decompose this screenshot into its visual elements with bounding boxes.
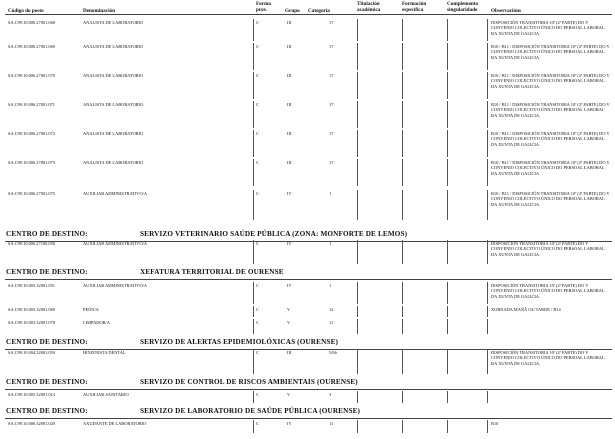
cell-divider bbox=[253, 391, 254, 403]
post-code: SA.C99.10.006.27001.075 bbox=[8, 191, 55, 196]
section-rule bbox=[5, 279, 612, 280]
post-grupo: IV bbox=[287, 421, 292, 426]
post-categoria: 1 bbox=[329, 191, 332, 196]
cell-divider bbox=[357, 159, 358, 186]
post-grupo: IV bbox=[287, 191, 292, 196]
centro-destino-label: CENTRO DE DESTINO: bbox=[6, 230, 88, 238]
cell-divider bbox=[402, 101, 403, 128]
cell-divider bbox=[447, 319, 448, 334]
cell-divider bbox=[487, 240, 488, 264]
cell-divider bbox=[402, 130, 403, 157]
cell-divider bbox=[253, 190, 254, 220]
centro-destino-name: SERVIZO VETERINARIO SAÚDE PÚBLICA (ZONA: MONFORTE DE LEMOS) bbox=[140, 230, 408, 238]
cell-divider bbox=[487, 349, 488, 374]
centro-destino-label: CENTRO DE DESTINO: bbox=[6, 378, 88, 386]
post-forma: C bbox=[256, 283, 259, 288]
post-denomination: ANALISTA DE LABORATORIO bbox=[83, 44, 144, 49]
cell-divider bbox=[487, 306, 488, 317]
post-grupo: III bbox=[287, 20, 292, 25]
post-categoria: 17 bbox=[329, 102, 334, 107]
post-denomination: HIXIENISTA DENTAL bbox=[83, 350, 126, 355]
cell-divider bbox=[487, 101, 488, 128]
cell-divider bbox=[402, 420, 403, 433]
cell-divider bbox=[357, 240, 358, 264]
post-observacions: B10 / B11 / DISPOSICIÓN TRANSITORIA 10ª (2ª PARTE) DO V CONVENIO COLECTIVO ÚNICO DO PERSOAL LABORAL DA XUNTA DE GALICIA. bbox=[491, 191, 610, 207]
cell-divider bbox=[402, 391, 403, 403]
cell-divider bbox=[253, 43, 254, 70]
post-code: SA.C99.10.006.27001.070 bbox=[8, 73, 55, 78]
post-categoria: 5/6b bbox=[329, 350, 337, 355]
post-code: SA.C99.10.003.32001.069 bbox=[8, 307, 55, 312]
post-code: SA.C99.10.004.32001.050 bbox=[8, 350, 55, 355]
post-categoria: 17 bbox=[329, 73, 334, 78]
post-code: SA.C99.10.006.27100.050 bbox=[8, 241, 55, 246]
header-formacion bbox=[402, 1, 426, 13]
header-titulacion-line2: académica bbox=[357, 7, 381, 13]
cell-divider bbox=[402, 240, 403, 264]
cell-divider bbox=[487, 43, 488, 70]
post-code: SA.C99.10.003.32001.051 bbox=[8, 283, 55, 288]
post-categoria: 17 bbox=[329, 44, 334, 49]
post-denomination: AUXILIAR ADMINISTRATIVO/A bbox=[83, 191, 148, 196]
centro-destino-label: CENTRO DE DESTINO: bbox=[6, 268, 88, 276]
cell-divider bbox=[487, 190, 488, 220]
post-denomination: AUXILIAR SANITARIO bbox=[83, 392, 129, 397]
post-forma: C bbox=[256, 191, 259, 196]
post-categoria: 12 bbox=[329, 307, 334, 312]
cell-divider bbox=[357, 72, 358, 99]
centro-destino-label: CENTRO DE DESTINO: bbox=[6, 407, 88, 415]
post-code: SA.C99.10.006.27001.073 bbox=[8, 160, 55, 165]
post-denomination: ANALISTA DE LABORATORIO bbox=[83, 20, 144, 25]
post-forma: C bbox=[256, 131, 259, 136]
post-categoria: 11 bbox=[329, 421, 334, 426]
post-grupo: V bbox=[287, 392, 291, 397]
post-observacions: DISPOSICIÓN TRANSITORIA 10ª (2ª PARTE) DO V CONVENIO COLECTIVO ÚNICO DO PERSOAL LABORAL DA XUNTA DE GALICIA. bbox=[491, 241, 605, 257]
cell-divider bbox=[253, 240, 254, 264]
post-forma: C bbox=[256, 73, 259, 78]
centro-destino-heading bbox=[6, 268, 284, 276]
centro-destino-heading bbox=[6, 407, 360, 415]
post-denomination: AXUDANTE DE LABORATORIO bbox=[83, 421, 147, 426]
post-grupo: III bbox=[287, 350, 292, 355]
post-denomination: AUXILIAR ADMINISTRATIVO/A bbox=[83, 241, 148, 246]
centro-destino-heading bbox=[6, 338, 338, 346]
centro-destino-name: SERVIZO DE CONTROL DE RISCOS AMBIENTAIS (OURENSE) bbox=[140, 378, 358, 386]
cell-divider bbox=[253, 72, 254, 99]
centro-destino-label: CENTRO DE DESTINO: bbox=[6, 338, 88, 346]
post-forma: C bbox=[256, 350, 259, 355]
header-titulacion-line1: Titulación bbox=[357, 1, 380, 7]
post-grupo: III bbox=[287, 160, 292, 165]
cell-divider bbox=[487, 130, 488, 157]
post-denomination: ANALISTA DE LABORATORIO bbox=[83, 102, 144, 107]
section-rule bbox=[5, 389, 612, 390]
cell-divider bbox=[447, 43, 448, 70]
post-code: SA.C99.10.006.27001.068 bbox=[8, 20, 55, 25]
cell-divider bbox=[447, 19, 448, 41]
post-observacions: B10 / B11 / DISPOSICIÓN TRANSITORIA 10ª (2ª PARTE) DO V CONVENIO COLECTIVO ÚNICO DO PERSOAL LABORAL DA XUNTA DE GALICIA. bbox=[491, 102, 610, 118]
header-complemento-line2: singularidade bbox=[447, 7, 478, 13]
header-rule bbox=[5, 14, 612, 15]
centro-destino-name: XEFATURA TERRITORIAL DE OURENSE bbox=[140, 268, 284, 276]
post-forma: C bbox=[256, 160, 259, 165]
cell-divider bbox=[402, 190, 403, 220]
cell-divider bbox=[447, 306, 448, 317]
post-code: SA.C99.10.006.27001.069 bbox=[8, 44, 55, 49]
cell-divider bbox=[253, 282, 254, 304]
cell-divider bbox=[253, 420, 254, 433]
cell-divider bbox=[402, 19, 403, 41]
cell-divider bbox=[402, 159, 403, 186]
cell-divider bbox=[357, 420, 358, 433]
post-forma: C bbox=[256, 20, 259, 25]
cell-divider bbox=[487, 319, 488, 334]
post-grupo: III bbox=[287, 44, 292, 49]
cell-divider bbox=[402, 43, 403, 70]
post-code: SA.C99.10.006.27001.071 bbox=[8, 102, 55, 107]
post-forma: C bbox=[256, 392, 259, 397]
cell-divider bbox=[357, 101, 358, 128]
cell-divider bbox=[253, 306, 254, 317]
post-denomination: LIMPADOR/A bbox=[83, 320, 110, 325]
post-forma: C bbox=[256, 241, 259, 246]
header-codigo: Código do posto bbox=[8, 8, 44, 14]
post-observacions: DISPOSICIÓN TRANSITORIA 10ª (2ª PARTE) DO V CONVENIO COLECTIVO ÚNICO DO PERSOAL LABORAL DA XUNTA DE GALICIA. bbox=[491, 283, 605, 299]
header-categoria: Categoría bbox=[308, 8, 330, 14]
cell-divider bbox=[447, 72, 448, 99]
post-denomination: ANALISTA DE LABORATORIO bbox=[83, 73, 144, 78]
header-complemento-line1: Complemento bbox=[447, 1, 479, 7]
header-forma bbox=[256, 1, 271, 13]
cell-divider bbox=[357, 349, 358, 374]
header-grupo: Grupo bbox=[285, 8, 300, 14]
cell-divider bbox=[253, 101, 254, 128]
post-grupo: IV bbox=[287, 241, 292, 246]
cell-divider bbox=[253, 130, 254, 157]
post-forma: C bbox=[256, 44, 259, 49]
post-observacions: B10 / B11 / DISPOSICIÓN TRANSITORIA 10ª (2ª PARTE) DO V CONVENIO COLECTIVO ÚNICO DO PERSOAL LABORAL DA XUNTA DE GALICIA. bbox=[491, 160, 610, 176]
cell-divider bbox=[447, 159, 448, 186]
cell-divider bbox=[487, 159, 488, 186]
cell-divider bbox=[447, 349, 448, 374]
post-forma: C bbox=[256, 320, 259, 325]
cell-divider bbox=[402, 306, 403, 317]
header-formacion-line2: específica bbox=[402, 7, 424, 13]
post-grupo: III bbox=[287, 102, 292, 107]
cell-divider bbox=[487, 19, 488, 41]
post-observacions: B10 bbox=[491, 421, 499, 426]
post-observacions: DISPOSICIÓN TRANSITORIA 10ª (2ª PARTE) DO V CONVENIO COLECTIVO ÚNICO DO PERSOAL LABORAL DA XUNTA DE GALICIA. bbox=[491, 20, 605, 36]
cell-divider bbox=[357, 391, 358, 403]
cell-divider bbox=[487, 391, 488, 403]
cell-divider bbox=[357, 43, 358, 70]
post-categoria: 3 bbox=[329, 392, 332, 397]
post-denomination: ANALISTA DE LABORATORIO bbox=[83, 131, 144, 136]
cell-divider bbox=[487, 72, 488, 99]
post-code: SA.C99.10.006.32001.020 bbox=[8, 421, 55, 426]
post-code: SA.C99.10.003.32001.070 bbox=[8, 320, 55, 325]
post-grupo: III bbox=[287, 131, 292, 136]
cell-divider bbox=[253, 159, 254, 186]
cell-divider bbox=[357, 190, 358, 220]
cell-divider bbox=[402, 72, 403, 99]
cell-divider bbox=[357, 130, 358, 157]
post-code: SA.C99.10.005.32001.014 bbox=[8, 392, 55, 397]
cell-divider bbox=[447, 420, 448, 433]
header-denominacion: Denominación bbox=[83, 8, 115, 14]
post-categoria: 17 bbox=[329, 20, 334, 25]
post-observacions: B10 / B11 / DISPOSICIÓN TRANSITORIA 10ª (2ª PARTE) DO V CONVENIO COLECTIVO ÚNICO DO PERSOAL LABORAL DA XUNTA DE GALICIA. bbox=[491, 131, 610, 147]
post-categoria: 17 bbox=[329, 160, 334, 165]
cell-divider bbox=[357, 306, 358, 317]
centro-destino-heading bbox=[6, 378, 358, 386]
cell-divider bbox=[357, 319, 358, 334]
post-grupo: IV bbox=[287, 283, 292, 288]
post-denomination: AUXILIAR ADMINISTRATIVO/A bbox=[83, 283, 148, 288]
cell-divider bbox=[402, 319, 403, 334]
header-titulacion bbox=[357, 1, 380, 13]
centro-destino-heading bbox=[6, 230, 407, 238]
post-denomination: ANALISTA DE LABORATORIO bbox=[83, 160, 144, 165]
post-categoria: 11 bbox=[329, 320, 334, 325]
post-code: SA.C99.10.006.27001.072 bbox=[8, 131, 55, 136]
post-observacions: XORNADA MAÑÁ OU TARDE / B14 bbox=[491, 307, 561, 312]
cell-divider bbox=[402, 349, 403, 374]
centro-destino-name: SERVIZO DE ALERTAS EPIDEMIOLÓXICAS (OURENSE) bbox=[140, 338, 339, 346]
cell-divider bbox=[357, 19, 358, 41]
post-grupo: V bbox=[287, 320, 291, 325]
cell-divider bbox=[253, 19, 254, 41]
header-observacions: Observacións bbox=[491, 8, 521, 14]
cell-divider bbox=[447, 391, 448, 403]
header-complemento bbox=[447, 1, 478, 13]
cell-divider bbox=[253, 319, 254, 334]
cell-divider bbox=[447, 240, 448, 264]
cell-divider bbox=[447, 190, 448, 220]
post-forma: C bbox=[256, 421, 259, 426]
post-categoria: 17 bbox=[329, 131, 334, 136]
cell-divider bbox=[402, 282, 403, 304]
section-rule bbox=[5, 418, 612, 419]
cell-divider bbox=[487, 282, 488, 304]
cell-divider bbox=[487, 420, 488, 433]
post-observacions: DISPOSICIÓN TRANSITORIA 10ª (2ª PARTE) DO V CONVENIO COLECTIVO ÚNICO DO PERSOAL LABORAL DA XUNTA DE GALICIA. bbox=[491, 350, 605, 366]
post-categoria: 1 bbox=[329, 283, 332, 288]
header-forma-line2: prov. bbox=[256, 7, 268, 13]
cell-divider bbox=[447, 101, 448, 128]
post-observacions: B10 / B11 / DISPOSICIÓN TRANSITORIA 10ª (2ª PARTE) DO V CONVENIO COLECTIVO ÚNICO DO PERSOAL LABORAL DA XUNTA DE GALICIA. bbox=[491, 44, 610, 60]
post-grupo: V bbox=[287, 307, 291, 312]
post-observacions: B10 / B11 / DISPOSICIÓN TRANSITORIA 10ª (2ª PARTE) DO V CONVENIO COLECTIVO ÚNICO DO PERSOAL LABORAL DA XUNTA DE GALICIA. bbox=[491, 73, 610, 89]
cell-divider bbox=[447, 282, 448, 304]
cell-divider bbox=[447, 130, 448, 157]
post-denomination: PEÓN/A bbox=[83, 307, 99, 312]
header-formacion-line1: Formación bbox=[402, 1, 427, 7]
post-forma: C bbox=[256, 307, 259, 312]
cell-divider bbox=[253, 349, 254, 374]
centro-destino-name: SERVIZO DE LABORATORIO DE SAÚDE PÚBLICA (OURENSE) bbox=[140, 407, 361, 415]
post-grupo: III bbox=[287, 73, 292, 78]
cell-divider bbox=[357, 282, 358, 304]
post-forma: C bbox=[256, 102, 259, 107]
header-forma-line1: Forma bbox=[256, 1, 271, 7]
post-categoria: 1 bbox=[329, 241, 332, 246]
